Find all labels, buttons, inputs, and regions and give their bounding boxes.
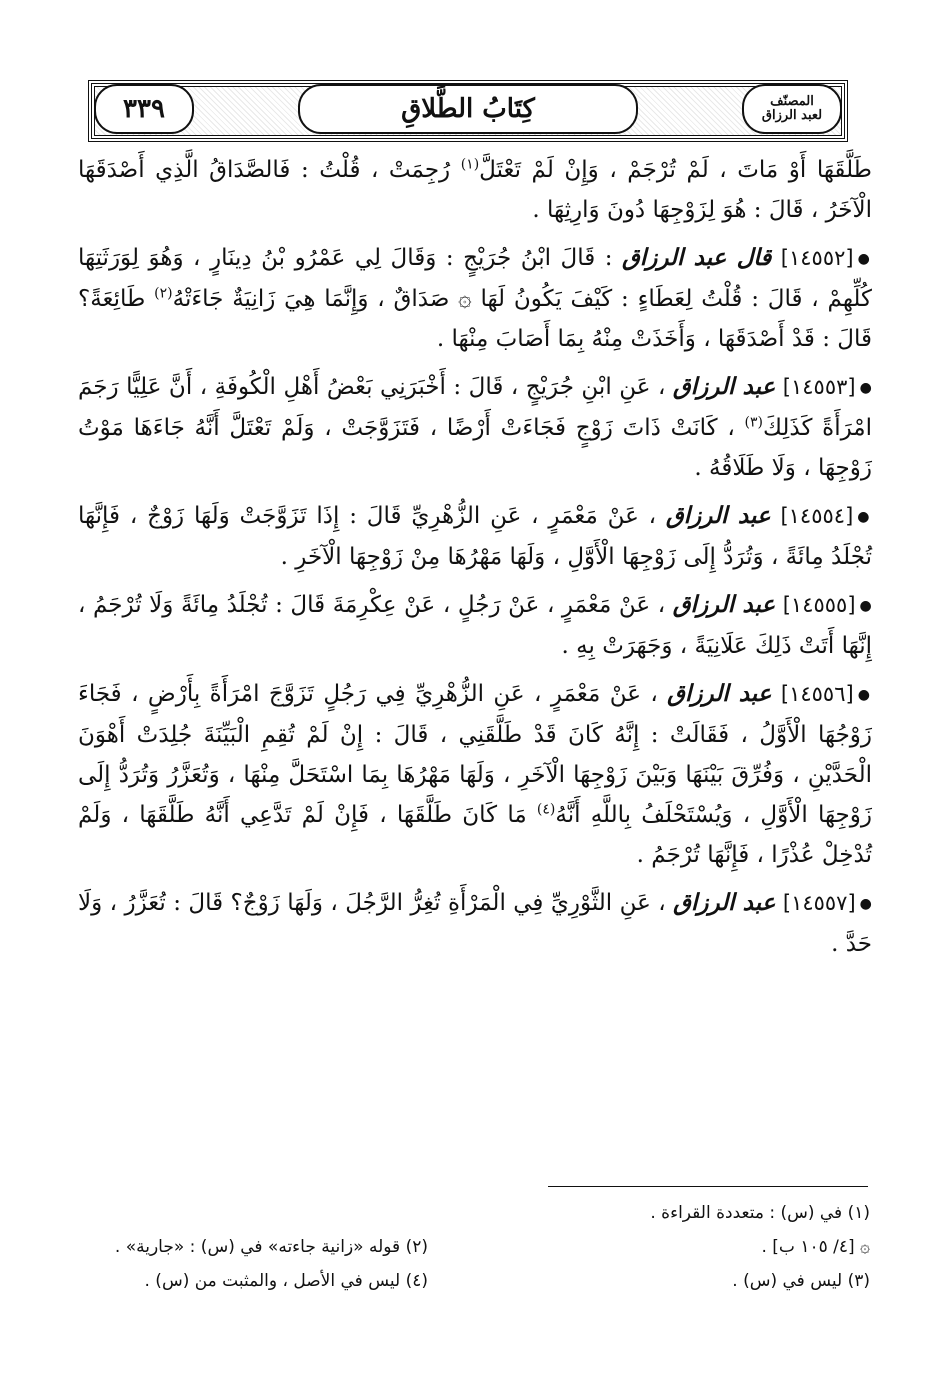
paragraph-text-rest: مَا كَانَ طَلَّقَهَا ، فَإِنْ لَمْ تَدَّعِي أَنَّهُ طَلَّقَهَا ، وَلَمْ تُدْخِلْ عُذْرًا ، فَإِنَّهَا تُرْجَمُ . bbox=[78, 802, 872, 868]
hadith-number: [١٤٥٥٣] bbox=[782, 375, 856, 399]
hadith-14555 bbox=[78, 585, 872, 666]
hadith-14554 bbox=[78, 496, 872, 577]
paragraph-text: : قَالَ ابْنُ جُرَيْجٍ : وَقَالَ لِي عَمْرُو بْنُ دِينَارٍ ، وَهُوَ لِوَرَثَتِهَا كُلِّهِمْ ، قَالَ : قُلْتُ لِعَطَاءٍ : كَيْفَ يَكُونُ لَهَا ۞ صَدَاقٌ ، وَإِنَّمَا هِيَ زَانِيَةٌ جَاءَتْهُ bbox=[78, 245, 872, 312]
footnote-row-3 bbox=[88, 1264, 870, 1298]
author-name: عبد الرزاق bbox=[672, 373, 776, 400]
bullet-icon: ● bbox=[859, 896, 873, 912]
footnote-row-1 bbox=[88, 1196, 870, 1230]
page-number-cartouche bbox=[94, 84, 194, 134]
footnote-2: (٢) قوله «زانية جاءته» في (س) : «جارية» . bbox=[114, 1237, 428, 1257]
page-number: ٣٣٩ bbox=[123, 94, 165, 124]
footnote-3: (٣) ليس في (س) . bbox=[732, 1271, 870, 1291]
bullet-icon: ● bbox=[857, 509, 872, 525]
hadith-number: [١٤٥٥٥] bbox=[782, 593, 856, 617]
paragraph-text-rest: رُجِمَتْ ، قُلْتُ : فَالصَّدَاقُ الَّذِي أَصْدَقَهَا الْآخَرُ ، قَالَ : هُوَ لِزَوْجِهَا دُونَ وَارِثِهَا . bbox=[78, 157, 872, 223]
footnote-ref: (٢) bbox=[154, 285, 173, 302]
bullet-icon: ● bbox=[859, 598, 873, 614]
footnote-4: (٤) ليس في الأصل ، والمثبت من (س) . bbox=[144, 1271, 428, 1291]
paragraph-text: ، عَنْ مَعْمَرٍ ، عَنِ الزُّهْرِيِّ فِي رَجُلٍ تَزَوَّجَ امْرَأَةً بِأَرْضٍ ، فَجَاءَ زَوْجُهَا الْأَوَّلُ ، فَقَالَتْ : إِنَّهُ كَانَ قَدْ طَلَّقَنِي ، قَالَ : إِنْ لَمْ تُقِمِ الْبَيِّنَةَ جُلِدَتْ أَهْوَنَ الْحَدَّيْنِ ، وَفُرِّقَ بَيْنَهَا وَبَيْنَ زَوْجِهَا الْآخَرِ ، وَلَهَا مَهْرُهَا بِمَا اسْتَحَلَّ مِنْهَا ، وَتُعَزَّرُ وَتُرَدُّ إِلَى زَوْجِهَا الْأَوَّلِ ، وَيُسْتَحْلَفُ بِاللَّهِ أَنَّهُ bbox=[78, 681, 872, 828]
footnote-row-2 bbox=[88, 1230, 870, 1264]
footnote-ref: (٣) bbox=[744, 414, 763, 431]
hadith-14553 bbox=[78, 367, 872, 488]
footnotes bbox=[88, 1196, 870, 1298]
footnote-marker: ۞ [٤/ ١٠٥ ب] . bbox=[761, 1237, 870, 1257]
bullet-icon: ● bbox=[857, 251, 872, 267]
author-name: عبد الرزاق bbox=[673, 889, 776, 916]
hadith-14556 bbox=[78, 674, 872, 875]
hadith-number: [١٤٥٥٢] bbox=[780, 246, 854, 270]
paragraph-text-rest: ، كَانَتْ ذَاتَ زَوْجٍ فَجَاءَتْ أَرْضًا ، فَتَزَوَّجَتْ ، وَلَمْ تَعْتَلَّ أَنَّهُ جَاءَهَا مَوْتُ زَوْجِهَا ، وَلَا طَلَاقُهُ . bbox=[78, 415, 872, 481]
hadith-number: [١٤٥٥٧] bbox=[782, 891, 856, 915]
author-name: قال عبد الرزاق bbox=[622, 244, 772, 271]
main-text bbox=[78, 150, 872, 972]
hadith-number: [١٤٥٥٦] bbox=[780, 682, 854, 706]
paragraph-text: ، عَنِ ابْنِ جُرَيْجٍ ، قَالَ : أَخْبَرَنِي بَعْضُ أَهْلِ الْكُوفَةِ ، أَنَّ عَلِيًّا رَجَمَ امْرَأَةً كَذَلِكَ bbox=[78, 374, 872, 441]
logo bbox=[762, 95, 822, 123]
paragraph-text: ، عَنِ الثَّوْرِيِّ فِي الْمَرْأَةِ تُغِرُّ الرَّجُلَ ، وَلَهَا زَوْجٌ؟ قَالَ : تُعَزَّرُ ، وَلَا حَدَّ . bbox=[78, 890, 872, 957]
paragraph-text-rest: طَائِعَةً؟ قَالَ : قَدْ أَصْدَقَهَا ، وَأَخَذَتْ مِنْهُ بِمَا أَصَابَ مِنْهَا . bbox=[78, 286, 872, 352]
paragraph-text: طَلَّقَهَا أَوْ مَاتَ ، لَمْ تُرْجَمْ ، وَإِنْ لَمْ تَعْتَلَّ bbox=[479, 157, 872, 183]
footnote-1: (١) في (س) : متعددة القراءة . bbox=[650, 1203, 870, 1223]
author-name: عبد الرزاق bbox=[665, 502, 771, 529]
logo-cartouche bbox=[742, 84, 842, 134]
hadith-14557 bbox=[78, 883, 872, 964]
paragraph-text: ، عَنْ مَعْمَرٍ ، عَنِ الزُّهْرِيِّ قَالَ : إِذَا تَزَوَّجَتْ وَلَهَا زَوْجٌ ، فَإِنَّهَا تُجْلَدُ مِائَةً ، وَتُرَدُّ إِلَى زَوْجِهَا الْأَوَّلِ ، وَلَهَا مَهْرُهَا مِنْ زَوْجِهَا الْآخَرِ . bbox=[78, 503, 872, 570]
footnote-ref: (٤) bbox=[536, 801, 556, 818]
footnote-divider bbox=[548, 1186, 868, 1187]
page-header bbox=[88, 80, 848, 142]
hadith-14552 bbox=[78, 238, 872, 359]
title-cartouche bbox=[298, 84, 638, 134]
author-name: عبد الرزاق bbox=[672, 591, 776, 618]
author-name: عبد الرزاق bbox=[667, 680, 772, 707]
hadith-number: [١٤٥٥٤] bbox=[780, 504, 854, 528]
paragraph-text: ، عَنْ مَعْمَرٍ ، عَنْ رَجُلٍ ، عَنْ عِكْرِمَةَ قَالَ : تُجْلَدُ مِائَةً وَلَا تُرْجَمُ ، إِنَّهَا أَتَتْ ذَلِكَ عَلَانِيَةً ، وَجَهَرَتْ بِهِ . bbox=[78, 592, 872, 659]
bullet-icon: ● bbox=[857, 687, 873, 703]
book-title: كِتَابُ الطَّلاقِ bbox=[401, 94, 535, 124]
paragraph-continuation bbox=[78, 150, 872, 230]
logo-line-2: لعبد الرزاق bbox=[761, 108, 823, 123]
logo-line-1: المصنّف bbox=[770, 94, 814, 109]
footnote-ref: (١) bbox=[460, 156, 480, 173]
bullet-icon: ● bbox=[859, 380, 873, 396]
